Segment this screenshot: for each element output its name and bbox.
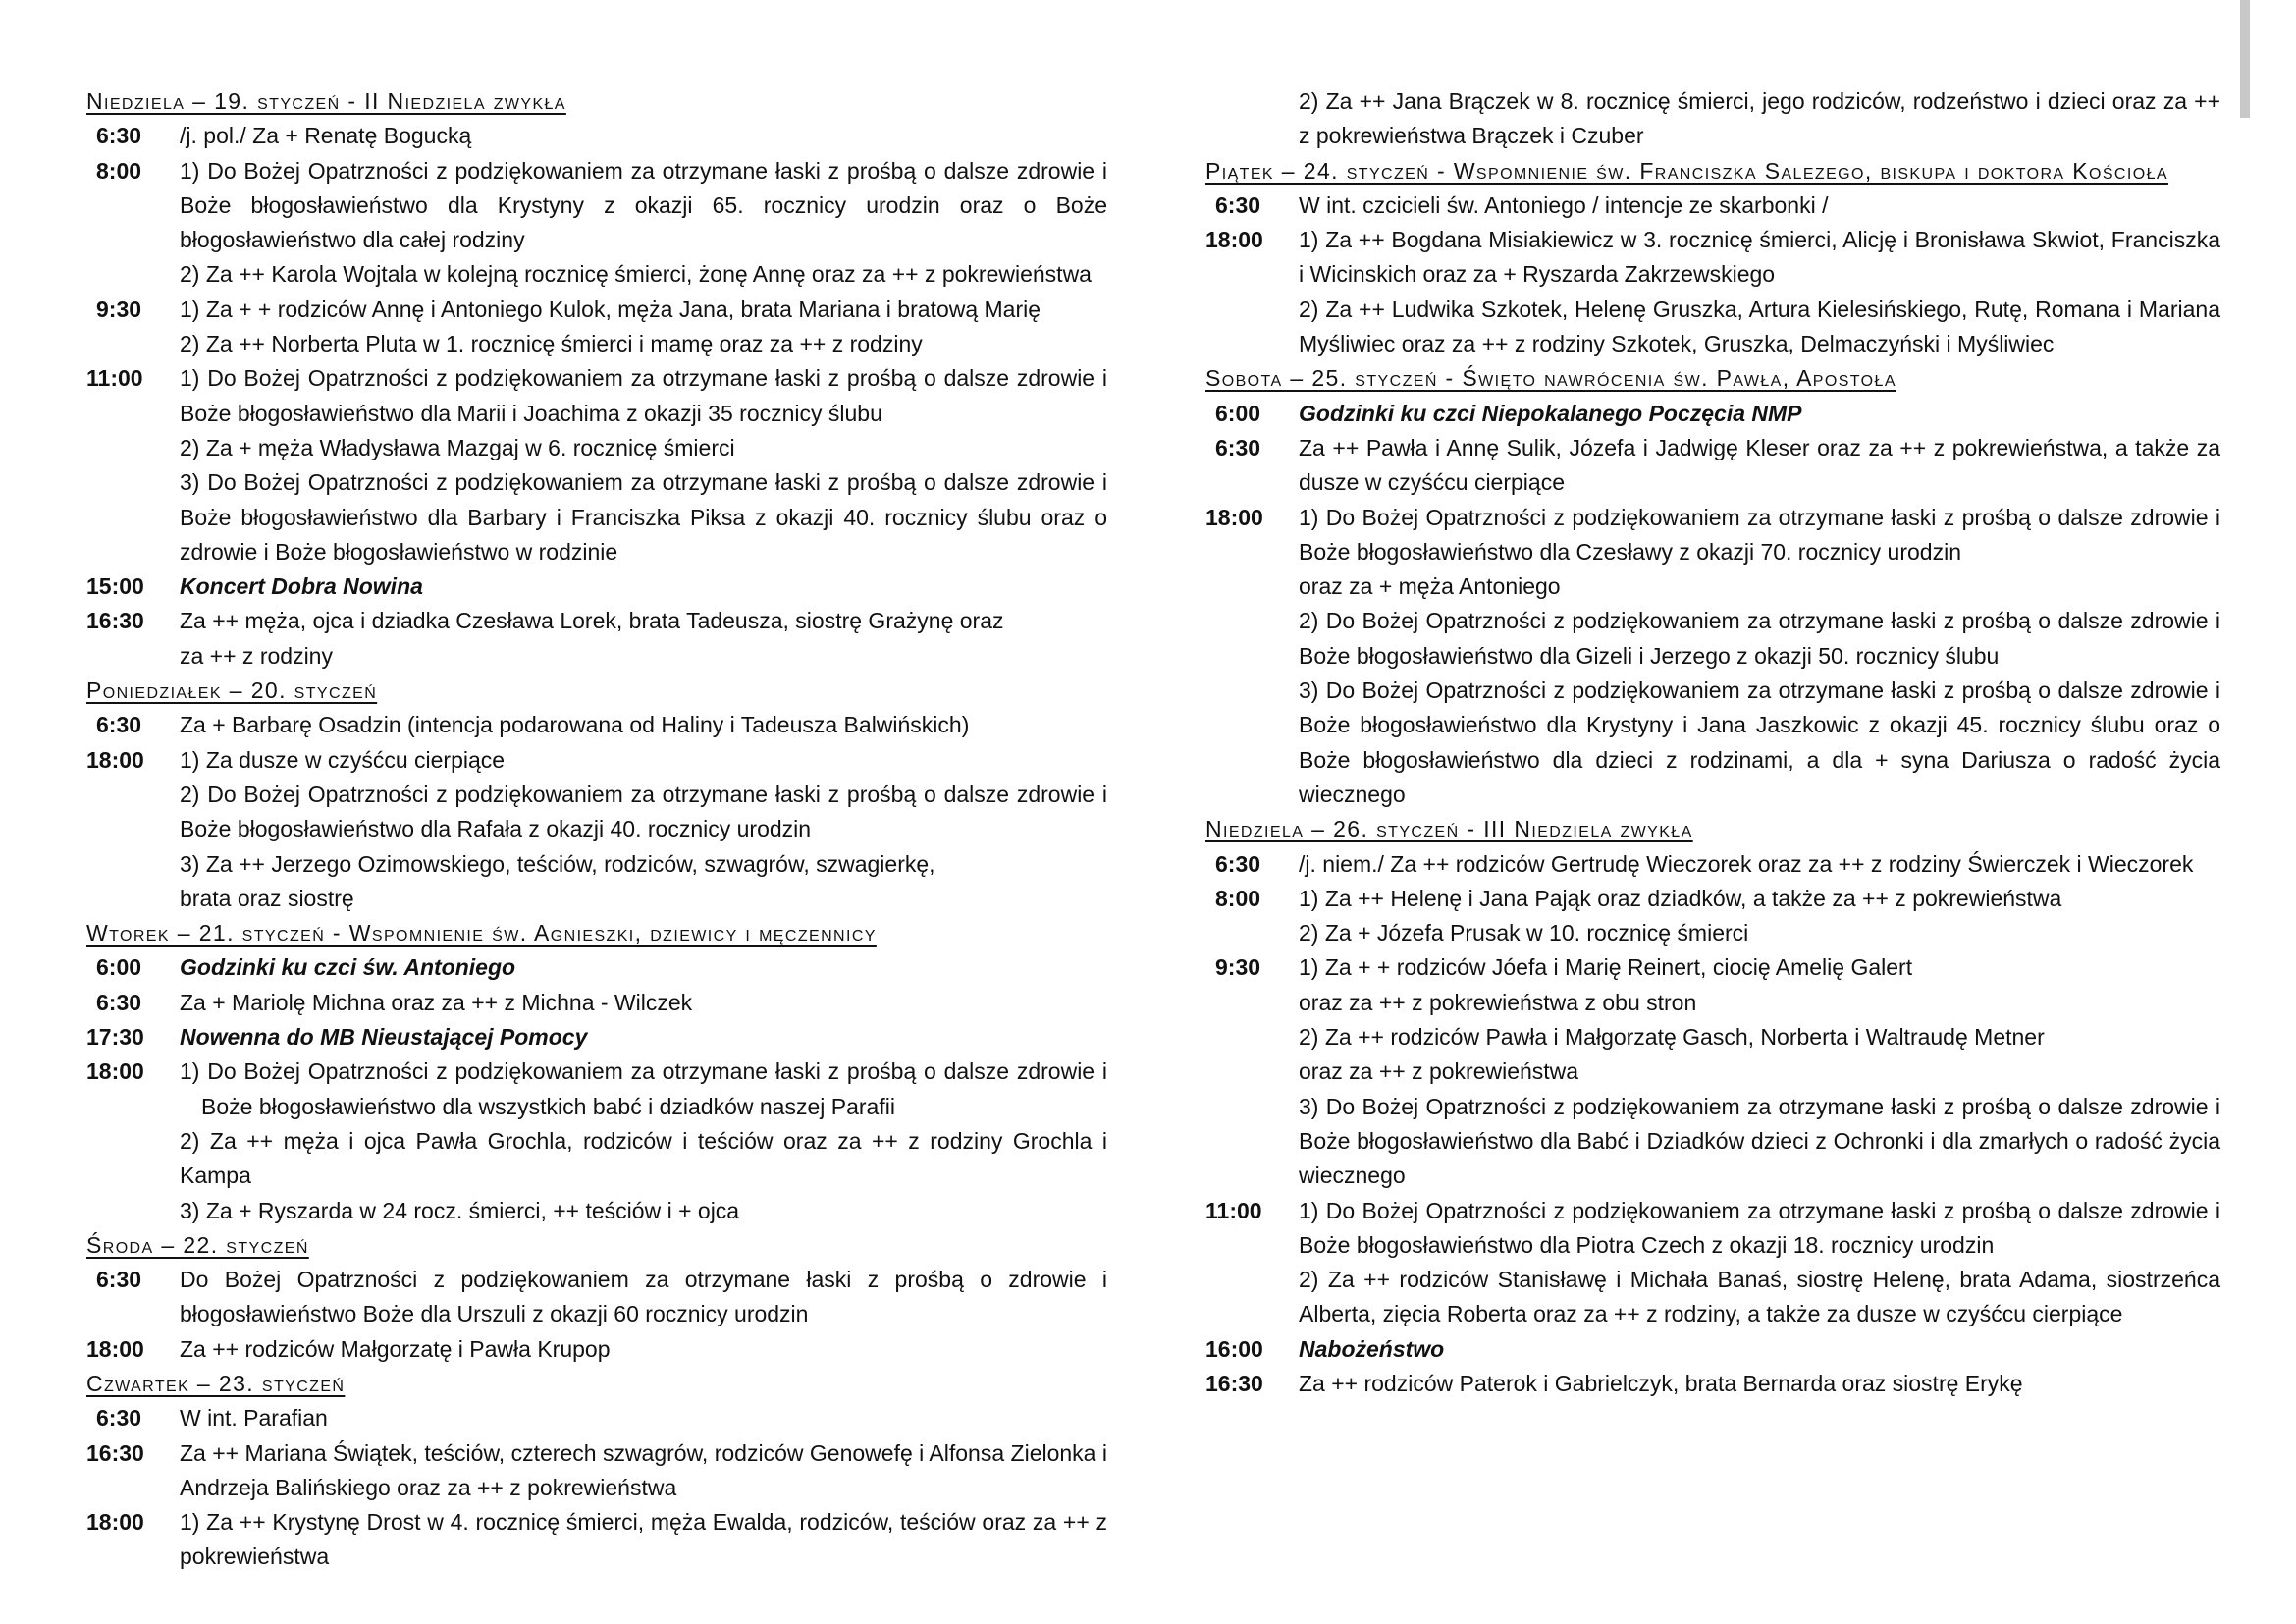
mass-time: 9:30 <box>96 296 142 322</box>
mass-time: 16:30 <box>1205 1370 1263 1396</box>
mass-row <box>1205 882 2220 951</box>
mass-intention: Za ++ rodziców Paterok i Gabrielczyk, brata Bernarda oraz siostrę Erykę <box>1299 1370 2023 1396</box>
mass-intentions <box>1299 223 2220 361</box>
mass-intention: 1) Do Bożej Opatrzności z podziękowaniem za otrzymane łaski z prośbą o dalsze zdrowie i Boże błogosławieństwo dla wszystkich babć i dziadków naszej Parafii <box>180 1058 1107 1119</box>
day-header: Wtorek – 21. styczeń - Wspomnienie św. Agnieszki, dziewicy i męczennicy <box>86 920 877 947</box>
mass-row <box>86 293 1107 362</box>
mass-time: 8:00 <box>96 157 142 184</box>
mass-row <box>86 986 1107 1020</box>
mass-intention <box>180 604 1107 674</box>
mass-intentions <box>1299 847 2220 882</box>
mass-intention: Koncert Dobra Nowina <box>180 573 423 600</box>
mass-intentions <box>180 950 1107 985</box>
mass-time: 18:00 <box>86 746 144 773</box>
mass-intentions <box>180 1332 1107 1367</box>
mass-intentions <box>180 569 1107 604</box>
mass-intention: 3) Do Bożej Opatrzności z podziękowaniem za otrzymane łaski z prośbą o dalsze zdrowie i Boże błogosławieństwo dla Barbary i Franciszka Piksa z okazji 40. rocznicy ślubu oraz o zdrowie i Boże błogosławieństwo w rodzinie <box>180 469 1107 565</box>
mass-row <box>86 1263 1107 1332</box>
mass-row <box>86 569 1107 604</box>
mass-intention: 1) Za ++ Helenę i Jana Pająk oraz dziadków, a także za ++ z pokrewieństwa <box>1299 885 2062 911</box>
day-header: Czwartek – 23. styczeń <box>86 1370 346 1396</box>
mass-time: 6:00 <box>96 954 142 981</box>
mass-intentions <box>1299 1194 2220 1332</box>
mass-intentions <box>1299 431 2220 501</box>
mass-intention: Nabożeństwo <box>1299 1335 1445 1362</box>
mass-row <box>86 1401 1107 1435</box>
mass-time: 6:30 <box>96 1267 142 1293</box>
day-header: Piątek – 24. styczeń - Wspomnienie św. Franciszka Salezego, biskupa i doktora Kościoła <box>1205 157 2168 184</box>
mass-intention: /j. pol./ Za + Renatę Bogucką <box>180 123 472 149</box>
mass-time: 18:00 <box>1205 504 1263 530</box>
mass-row <box>86 1332 1107 1367</box>
mass-intention: W int. czcicieli św. Antoniego / intencje ze skarbonki / <box>1299 191 1829 218</box>
mass-intentions <box>180 293 1107 362</box>
mass-intention: Nowenna do MB Nieustającej Pomocy <box>180 1024 588 1051</box>
mass-intention: 2) Za ++ Jana Brączek w 8. rocznicę śmierci, jego rodziców, rodzeństwo i dzieci oraz za ++ z pokrewieństwa Brączek i Czuber <box>1299 88 2220 149</box>
day-header: Poniedziałek – 20. styczeń <box>86 677 378 704</box>
mass-intention: 1) Za + + rodziców Annę i Antoniego Kulok, męża Jana, brata Mariana i bratową Marię <box>180 296 1041 322</box>
day-header: Sobota – 25. styczeń - Święto nawrócenia św. Pawła, Apostoła <box>1205 365 1896 392</box>
mass-intention: 2) Za ++ Ludwika Szkotek, Helenę Gruszka, Artura Kielesińskiego, Rutę, Romana i Mariana Myśliwiec oraz za ++ z rodziny Szkotek, Gruszka, Delmaczyński i Myśliwiec <box>1299 296 2220 357</box>
mass-intention: 3) Za + Ryszarda w 24 rocz. śmierci, ++ teściów i + ojca <box>180 1197 740 1223</box>
mass-row <box>1205 950 2220 1193</box>
mass-intentions <box>1299 1367 2220 1401</box>
mass-row <box>1205 847 2220 882</box>
mass-intentions <box>1299 189 2220 223</box>
mass-intention: Godzinki ku czci św. Antoniego <box>180 954 516 981</box>
mass-intentions <box>180 119 1107 153</box>
mass-intention: 1) Za ++ Krystynę Drost w 4. rocznicę śmierci, męża Ewalda, rodziców, teściów oraz za ++ z pokrewieństwa <box>180 1509 1107 1570</box>
mass-intention: Za + Barbarę Osadzin (intencja podarowana od Haliny i Tadeusza Balwińskich) <box>180 712 970 738</box>
mass-intention: Za ++ Pawła i Annę Sulik, Józefa i Jadwigę Kleser oraz za ++ z pokrewieństwa, a także za dusze w czyśćcu cierpiące <box>1299 434 2220 496</box>
mass-intentions <box>180 1263 1107 1332</box>
mass-intention <box>1299 501 2220 605</box>
mass-row <box>86 1505 1107 1575</box>
mass-intentions <box>180 361 1107 569</box>
mass-time: 15:00 <box>86 573 144 600</box>
mass-row <box>86 119 1107 153</box>
mass-time: 18:00 <box>86 1058 144 1085</box>
mass-intention <box>1299 950 2220 1020</box>
mass-row <box>1205 1367 2220 1401</box>
day-header: Niedziela – 19. styczeń - II Niedziela zwykła <box>86 88 566 114</box>
mass-time <box>1205 84 1299 154</box>
mass-intention <box>180 847 1107 917</box>
mass-time: 6:30 <box>1215 850 1261 877</box>
mass-intentions <box>180 154 1107 293</box>
mass-time: 6:30 <box>1215 434 1261 460</box>
mass-intentions <box>1299 950 2220 1193</box>
intention-line: 1) Za + + rodziców Jóefa i Marię Reinert, ciocię Amelię Galert <box>1299 954 1913 981</box>
mass-row <box>1205 397 2220 431</box>
mass-intention: Za ++ Mariana Świątek, teściów, czterech szwagrów, rodziców Genowefę i Alfonsa Zielonka i Andrzeja Balińskiego oraz za ++ z pokrewieństwa <box>180 1439 1107 1500</box>
mass-intentions <box>180 1436 1107 1506</box>
mass-intentions <box>1299 882 2220 951</box>
right-column <box>1205 84 2220 1401</box>
mass-row <box>86 743 1107 916</box>
intention-line: Za ++ męża, ojca i dziadka Czesława Lorek, brata Tadeusza, siostrę Grażynę oraz <box>180 608 1004 634</box>
mass-intention: W int. Parafian <box>180 1405 328 1432</box>
mass-intentions <box>1299 397 2220 431</box>
mass-time: 9:30 <box>1215 954 1261 981</box>
mass-intentions <box>1299 1332 2220 1367</box>
mass-row <box>1205 501 2220 813</box>
mass-intentions <box>180 708 1107 742</box>
mass-time: 6:30 <box>96 1405 142 1432</box>
mass-time: 18:00 <box>86 1509 144 1536</box>
mass-row <box>86 1055 1107 1227</box>
intention-line: brata oraz siostrę <box>180 885 354 911</box>
mass-row <box>1205 189 2220 223</box>
mass-row <box>1205 84 2220 154</box>
mass-intention: 2) Za + męża Władysława Mazgaj w 6. rocznicę śmierci <box>180 434 735 460</box>
mass-intention: 3) Do Bożej Opatrzności z podziękowaniem za otrzymane łaski z prośbą o dalsze zdrowie i Boże błogosławieństwo dla Krystyny i Jana Jaszkowic z okazji 45. rocznicy ślubu oraz o Boże błogosławieństwo dla dzieci z rodzinami, a dla + syna Dariusza o radość życia wiecznego <box>1299 677 2220 807</box>
intention-line: oraz za ++ z pokrewieństwa <box>1299 1058 1579 1085</box>
mass-intention: 2) Za ++ Norberta Pluta w 1. rocznicę śmierci i mamę oraz za ++ z rodziny <box>180 331 923 357</box>
mass-intention: Godzinki ku czci Niepokalanego Poczęcia NMP <box>1299 400 1802 426</box>
mass-row <box>86 604 1107 674</box>
mass-time: 16:30 <box>86 1439 144 1466</box>
mass-row <box>1205 431 2220 501</box>
intention-line: oraz za + męża Antoniego <box>1299 573 1561 600</box>
mass-intentions <box>180 1020 1107 1055</box>
mass-time: 18:00 <box>1205 227 1263 253</box>
mass-intention: 1) Za dusze w czyśćcu cierpiące <box>180 746 506 773</box>
mass-intention: 1) Do Bożej Opatrzności z podziękowaniem za otrzymane łaski z prośbą o dalsze zdrowie i Boże błogosławieństwo dla Marii i Joachima z okazji 35 rocznicy ślubu <box>180 365 1107 426</box>
mass-intention: 2) Do Bożej Opatrzności z podziękowaniem za otrzymane łaski z prośbą o dalsze zdrowie i Boże błogosławieństwo dla Gizeli i Jerzego z okazji 50. rocznicy ślubu <box>1299 608 2220 669</box>
mass-intentions <box>180 1505 1107 1575</box>
day-header: Niedziela – 26. styczeń - III Niedziela zwykła <box>1205 816 1693 842</box>
mass-row <box>1205 1194 2220 1332</box>
mass-time: 8:00 <box>1215 885 1261 911</box>
mass-time: 6:30 <box>1215 191 1261 218</box>
mass-time: 11:00 <box>1205 1197 1262 1223</box>
mass-intention: 1) Do Bożej Opatrzności z podziękowaniem za otrzymane łaski z prośbą o dalsze zdrowie i Boże błogosławieństwo dla Piotra Czech z okazji 18. rocznicy urodzin <box>1299 1197 2220 1258</box>
mass-intention: Za + Mariolę Michna oraz za ++ z Michna - Wilczek <box>180 989 693 1015</box>
mass-time: 11:00 <box>86 365 143 392</box>
mass-time: 6:30 <box>96 989 142 1015</box>
page-edge-scrollbar <box>2240 0 2250 118</box>
mass-row <box>86 950 1107 985</box>
mass-row <box>86 1020 1107 1055</box>
mass-time: 6:30 <box>96 712 142 738</box>
mass-intention: 2) Za ++ Karola Wojtala w kolejną rocznicę śmierci, żonę Annę oraz za ++ z pokrewieństwa <box>180 261 1092 288</box>
mass-intention: 2) Za + Józefa Prusak w 10. rocznicę śmierci <box>1299 920 1749 947</box>
mass-intention: 1) Do Bożej Opatrzności z podziękowaniem za otrzymane łaski z prośbą o dalsze zdrowie i Boże błogosławieństwo dla Krystyny z okazji 65. rocznicy urodzin oraz o Boże błogosławieństwo dla całej rodziny <box>180 157 1107 253</box>
mass-intention: Za ++ rodziców Małgorzatę i Pawła Krupop <box>180 1335 611 1362</box>
mass-time: 17:30 <box>86 1024 144 1051</box>
mass-intentions <box>180 1055 1107 1227</box>
mass-intentions <box>1299 501 2220 813</box>
mass-intention: /j. niem./ Za ++ rodziców Gertrudę Wieczorek oraz za ++ z rodziny Świerczek i Wieczorek <box>1299 850 2194 877</box>
mass-intention: 2) Za ++ męża i ojca Pawła Grochla, rodziców i teściów oraz za ++ z rodziny Grochla i Kampa <box>180 1127 1107 1189</box>
mass-row <box>1205 1332 2220 1367</box>
intention-line: oraz za ++ z pokrewieństwa z obu stron <box>1299 989 1697 1015</box>
left-column <box>86 84 1107 1575</box>
mass-row <box>86 361 1107 569</box>
intention-line: za ++ z rodziny <box>180 642 333 669</box>
mass-row <box>86 1436 1107 1506</box>
mass-intention: Do Bożej Opatrzności z podziękowaniem za otrzymane łaski z prośbą o zdrowie i błogosławieństwo Boże dla Urszuli z okazji 60 rocznicy urodzin <box>180 1267 1107 1327</box>
mass-intentions <box>180 743 1107 916</box>
mass-intentions <box>180 986 1107 1020</box>
mass-intention: 1) Za ++ Bogdana Misiakiewicz w 3. rocznicę śmierci, Alicję i Bronisława Skwiot, Franciszka i Wicinskich oraz za + Ryszarda Zakrzewskiego <box>1299 227 2220 288</box>
mass-time: 18:00 <box>86 1335 144 1362</box>
mass-time: 6:00 <box>1215 400 1261 426</box>
mass-time: 16:30 <box>86 608 144 634</box>
intention-line: 2) Za ++ rodziców Pawła i Małgorzatę Gasch, Norberta i Waltraudę Metner <box>1299 1024 2045 1051</box>
mass-row <box>1205 223 2220 361</box>
mass-intention: 3) Do Bożej Opatrzności z podziękowaniem za otrzymane łaski z prośbą o dalsze zdrowie i Boże błogosławieństwo dla Babć i Dziadków dzieci z Ochronki i dla zmarłych o radość życia wiecznego <box>1299 1093 2220 1189</box>
mass-row <box>86 708 1107 742</box>
mass-intention: 2) Do Bożej Opatrzności z podziękowaniem za otrzymane łaski z prośbą o dalsze zdrowie i Boże błogosławieństwo dla Rafała z okazji 40. rocznicy urodzin <box>180 781 1107 842</box>
intention-line: 1) Do Bożej Opatrzności z podziękowaniem za otrzymane łaski z prośbą o dalsze zdrowie i Boże błogosławieństwo dla Czesławy z okazji 70. rocznicy urodzin <box>1299 504 2220 565</box>
intention-line: 3) Za ++ Jerzego Ozimowskiego, teściów, rodziców, szwagrów, szwagierkę, <box>180 850 935 877</box>
mass-time: 6:30 <box>96 123 142 149</box>
mass-intentions <box>180 1401 1107 1435</box>
mass-intention <box>1299 1020 2220 1090</box>
mass-time: 16:00 <box>1205 1335 1263 1362</box>
mass-row <box>86 154 1107 293</box>
day-header: Środa – 22. styczeń <box>86 1231 309 1258</box>
mass-intention: 2) Za ++ rodziców Stanisławę i Michała Banaś, siostrę Helenę, brata Adama, siostrzeńca Alberta, zięcia Roberta oraz za ++ z rodziny, a także za dusze w czyśćcu cierpiące <box>1299 1267 2220 1327</box>
mass-intentions <box>180 604 1107 674</box>
mass-intentions <box>1299 84 2220 154</box>
